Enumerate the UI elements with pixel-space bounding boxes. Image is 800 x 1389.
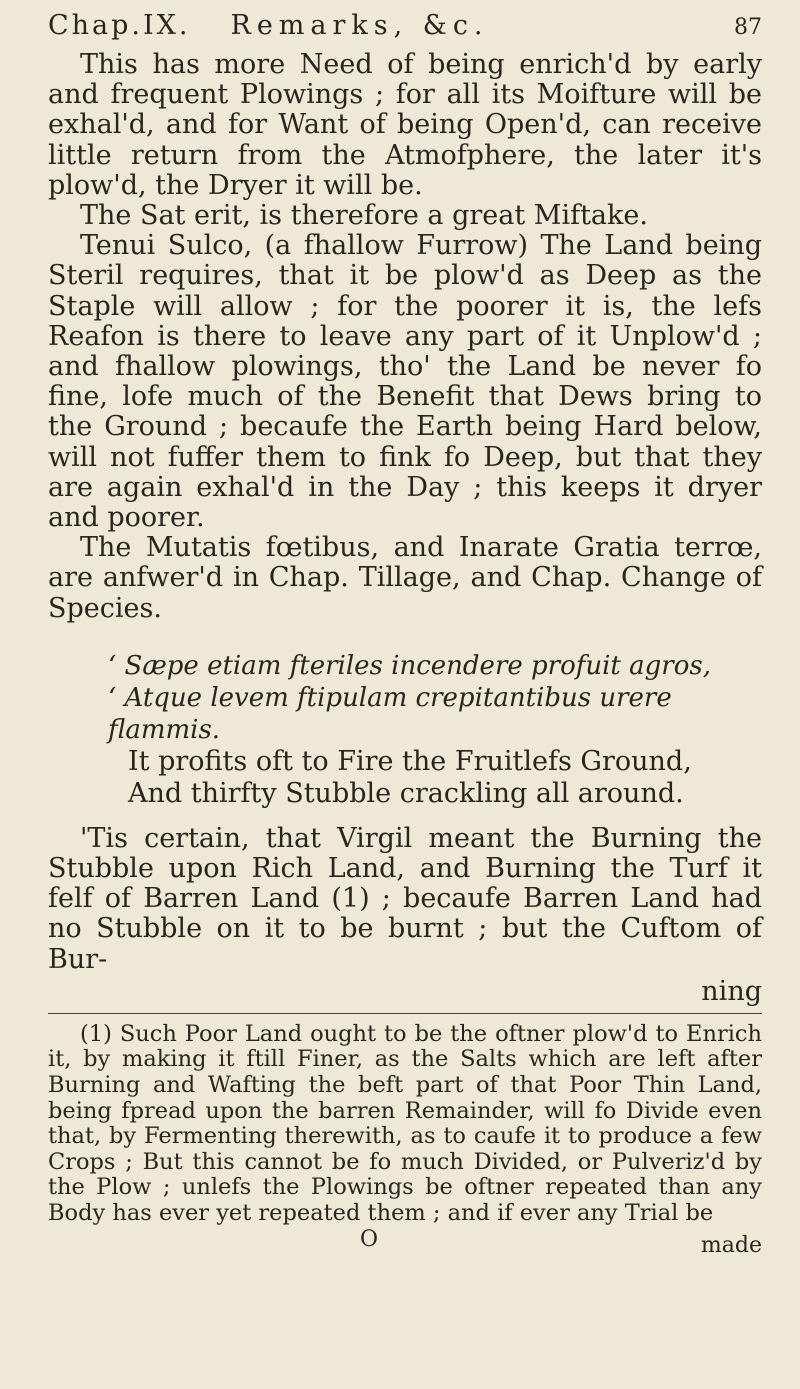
verse-english-line-1: It profits oft to Fire the Fruitlefs Ground, (128, 745, 692, 777)
page-number: 87 (734, 15, 762, 40)
verse-english-line-2: And thirfty Stubble crackling all around. (128, 777, 684, 809)
paragraph-3: Tenui Sulco, (a fhallow Furrow) The Land being Steril requires, that it be plow'd as Deep as the Staple will allow ; for the poorer it is, the lefs Reafon is there to leave any part of it Unplow'd ; and fhallow plowings, tho' the Land be never fo fine, lofe much of the Benefit that Dews bring to the Ground ; becaufe the Earth being Hard below, will not fuffer them to fink fo Deep, but that they are again exhal'd in the Day ; this keeps it dryer and poorer. (48, 230, 762, 534)
verse-latin-line-1: ‘ Sæpe etiam fteriles incendere profuit agros, (108, 650, 711, 681)
main-text (48, 50, 762, 1007)
paragraph-1: This has more Need of being enrich'd by early and frequent Plowings ; for all its Moifture will be exhal'd, and for Want of being Open'd, can receive little return from the Atmofphere, the later it's plow'd, the Dryer it will be. (48, 49, 762, 201)
signature-mark: O (360, 1226, 379, 1252)
catchword-footer: made (700, 1232, 762, 1258)
paragraph-5: 'Tis certain, that Virgil meant the Burning the Stubble upon Rich Land, and Burning the Turf it felf of Barren Land (1) ; becaufe Barren Land had no Stubble on it to be burnt ; but the Cuftom of Bur- (48, 822, 762, 975)
footnotes (48, 1022, 762, 1227)
paragraph-2: The Sat erit, is therefore a great Miftake. (80, 200, 648, 232)
paragraph-4: The Mutatis fœtibus, and Inarate Gratia terrœ, are anfwer'd in Chap. Tillage, and Chap. Change of Species. (48, 532, 762, 624)
verse-quotation (48, 650, 762, 810)
verse-latin-line-2: ‘ Atque levem ftipulam crepitantibus urere flammis. (108, 682, 672, 745)
footnote-rule (48, 1013, 762, 1014)
footnote-1: (1) Such Poor Land ought to be the oftner plow'd to Enrich it, by making it ftill Finer, as the Salts which are left after Burning and Wafting the beft part of that Poor Thin Land, being fpread upon the barren Remainder, will fo Divide even that, by Fermenting therewith, as to caufe it to produce a few Crops ; But this cannot be fo much Divided, or Pulveriz'd by the Plow ; unlefs the Plowings be oftner repeated than any Body has ever yet repeated them ; and if ever any Trial be (48, 1020, 762, 1227)
running-title: Remarks, &c. (230, 10, 489, 41)
catchword-main: ning (701, 975, 762, 1007)
running-header (48, 10, 762, 50)
page-footer (48, 1226, 762, 1258)
chapter-label: Chap.IX. (48, 10, 191, 41)
